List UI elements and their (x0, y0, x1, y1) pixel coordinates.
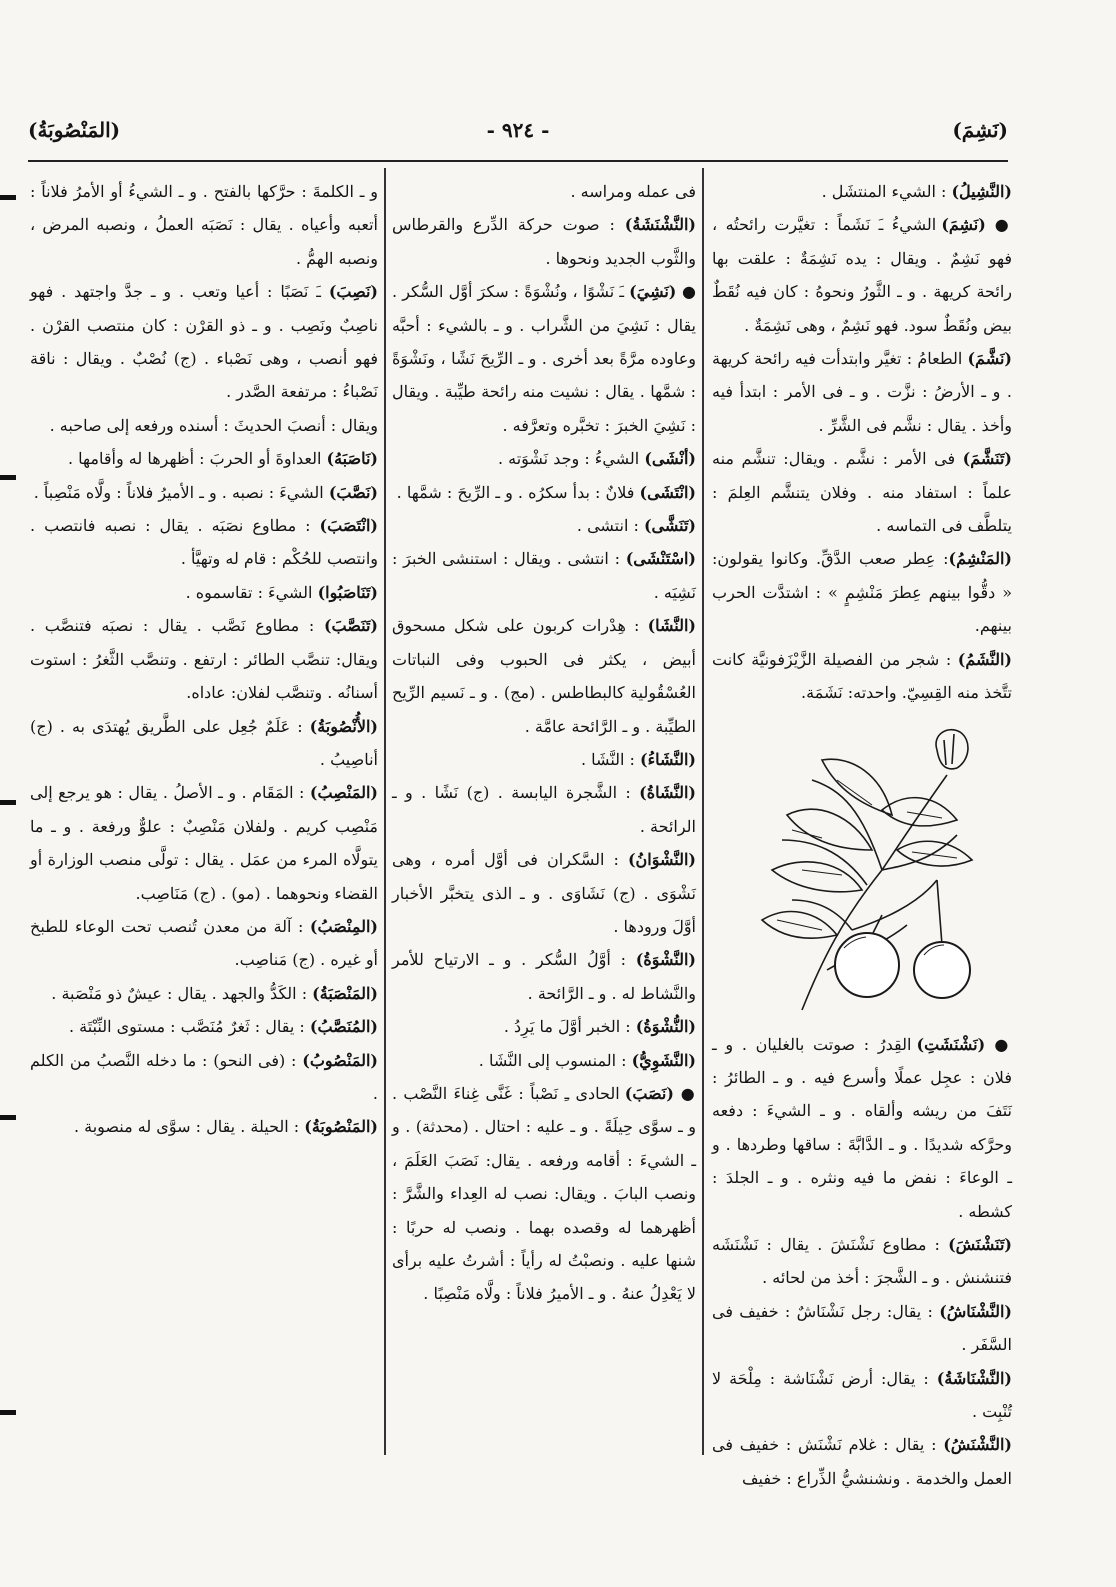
definition: : عَلَمٌ جُعِل على الطَّريق يُهتدَى به . (ج) أناصِيبُ . (30, 716, 378, 769)
definition: : المَقَام . و ـ الأصلُ . يقال : هو يرجع إلى مَنْصِب كريم . ولفلان مَنْصِبٌ : علوٌّ ورفعة . و ـ ما يتولَّاه المرء من عمَل . يقال : تولَّى منصب الوزارة أو القضاء ونحوهما . (مو) . (ج) مَنَاصِب. (30, 783, 378, 903)
headword: (النَّشْنَشُ) (943, 1435, 1012, 1455)
headword: (النَّشْنَشَةُ) (624, 215, 696, 235)
entry (30, 442, 378, 475)
edge-mark (0, 195, 16, 200)
entry (30, 476, 378, 509)
entry (30, 1010, 378, 1043)
column-right (712, 175, 1012, 1488)
entry (30, 1110, 378, 1143)
definition: : يقال: رجل نَشْنَاشٌ : خفيف فى السَّفَر . (712, 1301, 1012, 1355)
headword: (المَنْصِبُ) (309, 783, 378, 803)
headword: (تَنَاصَبُوا) (317, 582, 378, 602)
definition: : مطاوع نَشْنَشَ . يقال : نَشْنَشَه فتنشنش . و ـ الشَّجرَ : أخذ من لحائه . (712, 1234, 1012, 1288)
definition: : المنسوب إلى النَّشَا . (478, 1050, 632, 1070)
headword: (نَصَّبَ) (328, 482, 378, 502)
headword: (النَّشْنَاشُ) (939, 1301, 1012, 1321)
definition: : الشَّجرة اليابسة . (ج) نَشًا . و ـ الرائحة . (392, 783, 696, 836)
definition: ويقال : أنصبَ الحديثَ : أسنده ورفعه إلى صاحبه . (49, 415, 378, 435)
headword: (تَنَشْنَشَ) (948, 1234, 1012, 1254)
definition: الشيءَ : تقاسموه . (185, 582, 318, 602)
headword: (المَنْصَبَةُ) (312, 983, 378, 1003)
definition: ـَ نَشْوًا ، ونُشْوَةً : سكرَ أوَّل السُّكر . يقال : نَشِيَ من الشَّراب . و ـ بالشيء : أحبَّه وعاوده مرَّةً بعد أخرى . و ـ الرِّيحَ نَشًا ، ونَشْوَةً : شمَّها . يقال : نشيت منه رائحة طيِّبة . ويقال : نَشِيَ الخبرَ : تخبَّره وتعرَّفه . (392, 282, 696, 435)
headword: ● (نَشِمَ) (941, 215, 1012, 235)
page-number: - ٩٢٤ - (486, 118, 550, 142)
headword: (الأُنْصُوبَةُ) (309, 716, 378, 736)
definition: : عِطر صعب الدَّقِّ. وكانوا يقولون: « دقُّوا بينهم عِطرَ مَنْشِمٍ » : اشتدَّت الحرب بينهم. (712, 549, 1012, 636)
headword: (انْتَصَبَ) (319, 516, 378, 536)
definition: : السَّكران فى أوَّل أمره ، وهى نَشْوَى . (ج) نَشَاوَى . و ـ الذى يتخبَّر الأخبار أوَّلَ ورودها . (392, 850, 696, 936)
entry (712, 1028, 1012, 1228)
headword: (المَنْصُوبُ) (302, 1050, 378, 1070)
headword: ● (نَشِيَ) (629, 282, 697, 302)
headword: (النَّشْنَاشَةُ) (936, 1368, 1012, 1388)
headword: (تَنَشَّى) (643, 516, 696, 536)
headword: (النَّشَمُ) (957, 649, 1012, 669)
headword: (النَّشَاةُ) (639, 783, 696, 803)
header-rule (28, 160, 1008, 162)
entry (30, 175, 378, 275)
definition: فى عمله ومراسه . (570, 182, 696, 201)
entry (712, 342, 1012, 442)
entry (30, 977, 378, 1010)
definition: : مطاوع نصَبَه . يقال : نصبه فانتصب . وانتصب للحُكْم : قام له وتهيَّأ . (30, 516, 378, 569)
entry (30, 910, 378, 977)
headword: (تَنَشَّمَ) (962, 449, 1012, 469)
headword: (المَنْصُوبَةُ) (304, 1117, 378, 1137)
definition: و ـ الكلمةَ : حرَّكها بالفتح . و ـ الشيءُ أو الأمرُ فلاناً : أتعبه وأعياه . يقال : نَصَبَه العملُ ، ونصبه المرض ، ونصبه الهمُّ . (30, 182, 378, 268)
entry (712, 1295, 1012, 1362)
entry (392, 609, 696, 743)
entry (30, 710, 378, 777)
entry (392, 509, 696, 542)
entry (392, 1010, 696, 1043)
edge-mark (0, 1115, 16, 1120)
page-header (28, 118, 1008, 154)
headword: (النَّشْوَانُ) (627, 850, 696, 870)
entry (30, 576, 378, 609)
entry (392, 476, 696, 509)
definition: : يقال : ثَغرٌ مُنَصَّب : مستوى النِّبْتَة . (68, 1017, 310, 1037)
definition: الشيءُ ـَ نَشَماً : تغيَّرت رائحتُه ، فهو نَشِمٌ . ويقال : يده نَشِمَةٌ : علقت بها رائحة كريهة . و ـ الثَّورُ ونحوهُ : كان فيه نُقَطٌ بيض ونُقَطٌ سود. فهو نَشِمٌ ، وهى نَشِمَةٌ . (712, 215, 1012, 335)
entry (392, 1044, 696, 1077)
entry (392, 275, 696, 442)
headword: (النَّشِيلُ) (951, 182, 1012, 201)
definition: : يقال: أرض نَشْنَاشة : مِلْحَة لا تُنْبِت . (712, 1368, 1012, 1421)
headword: (النَّشَاءُ) (640, 749, 696, 769)
definition: ـَ نَصَبًا : أعيا وتعب . و ـ جدَّ واجتهد . فهو ناصِبٌ ونَصِب . و ـ ذو القرْن : كان منتصب القرْن . فهو أنصب ، وهى نَصْباء . (ج) نُصْبٌ . ويقال : ناقة نَصْباءُ : مرتفعة الصَّدر . (30, 282, 378, 402)
definition: الشيءَ : نصبه . و ـ الأميرُ فلاناً : ولَّاه مَنْصِباً . (33, 482, 329, 502)
entry (712, 1428, 1012, 1495)
definition: : النَّشَا . (581, 749, 641, 769)
entry (392, 542, 696, 609)
headword: (أنْشَى) (644, 449, 696, 469)
definition: : هِدْرات كربون على شكل مسحوق أبيض ، يكثر فى الحبوب وفى النباتات العُسْقُولية كالبطاطس . (مج) . و ـ نَسيم الرِّيح الطيِّبة . و ـ الرَّائحة عامَّة . (392, 616, 696, 736)
definition: : يقال : غلام نَشْنَش : خفيف فى العمل والخدمة . ونشنشيُّ الذِّراع : خفيف (712, 1435, 1012, 1488)
definition: : أوَّلُ السُّكر . و ـ الارتياح للأمر والنَّشاط له . و ـ الرَّائحة . (392, 950, 696, 1003)
headword: (النَّشَوِيُّ) (631, 1050, 696, 1070)
definition: : صوت حركة الدِّرع والقرطاس والثَّوب الجديد ونحوها . (392, 215, 696, 268)
entry (712, 175, 1012, 208)
edge-mark (0, 1410, 16, 1415)
headword: (تَنَصَّبَ) (323, 616, 378, 636)
definition: العداوةَ أو الحربَ : أظهرها له وأقامها . (68, 449, 327, 469)
definition: : الشيء المنتشَل . (821, 182, 952, 201)
plant-illustration (732, 720, 992, 1020)
left-guide-word: (المَنْصُوبَةُ) (28, 118, 121, 142)
headword: (المِنْصَبُ) (309, 916, 378, 936)
entry (712, 442, 1012, 542)
entry (30, 409, 378, 442)
headword: ● (نَصَبَ) (624, 1083, 696, 1103)
definition: فى الأمر : نشَّم . ويقال: تنشَّم منه علماً : استفاد منه . وفلان يتنشَّم العِلمَ : يتلطَّف فى التماسه . (712, 449, 1012, 536)
definition: الحادى ـِ نَصْباً : غَنَّى غِناءَ النَّصْب . و ـ سوَّى حِيلَةً . و ـ عليه : احتال . (محدثة) . و ـ الشيءَ : أقامه ورفعه . يقال: نَصَبَ العَلَمَ ، ونصب البابَ . ويقال: نصب له العِداء والشَّرَّ : أظهرهما له وقصده بهما . ونصب له حربًا : شنها عليه . ونصبْتُ له رأياً : أشرتُ عليه برأى لا يَعْدِلُ عنهُ . و ـ الأميرُ فلاناً : ولَّاه مَنْصِبًا . (392, 1083, 696, 1304)
edge-mark (0, 475, 16, 480)
column-divider-left (384, 168, 386, 1455)
entry (392, 943, 696, 1010)
entry (712, 1228, 1012, 1295)
headword: (النَّشَا) (647, 616, 696, 636)
headword: (نَاصَبَهُ) (326, 449, 378, 469)
entry (30, 509, 378, 576)
entry (30, 1044, 378, 1111)
right-guide-word: (نَشِمَ) (952, 118, 1008, 142)
edge-mark (0, 800, 16, 805)
entry (712, 1362, 1012, 1429)
definition: : انتشى . ويقال : استنشى الخبرَ : نَشِيَه . (392, 549, 696, 602)
entry (30, 275, 378, 409)
definition: : شجر من الفصيلة الزَّيْزَفونيَّة كانت تتَّخذ منه القِسِيّ. واحدته: نَشَمَة. (712, 649, 1012, 703)
entry (712, 542, 1012, 642)
column-left (30, 175, 378, 1445)
definition: : الكَدُّ والجهد . يقال : عيشٌ ذو مَنْصَبة . (51, 983, 313, 1003)
column-middle (392, 175, 696, 1445)
definition: الطعامُ : تغيَّر وابتدأت فيه رائحة كريهة . و ـ الأرضُ : نزَّت . و ـ فى الأمر : ابتدأ فيه وأخذ . يقال : نشَّم فى الشَّرِّ . (712, 349, 1012, 435)
headword: (النُّشْوَةُ) (635, 1017, 696, 1037)
definition: : (فى النحو) : ما دخله النَّصبُ من الكلم . (30, 1050, 378, 1103)
definition: القِدرُ : صوتت بالغليان . و ـ فلان : عجِل عملًا وأسرع فيه . و ـ الطائرُ : نَتَفَ من ريشه وألقاه . و ـ الشيءَ : دفعه وحرَّكه شديدًا . و ـ الدَّابَّةَ : ساقها وطردها . و ـ الوعاءَ : نفض ما فيه ونثره . و ـ الجلدَ : كشطه . (712, 1034, 1012, 1221)
headword: (نَشَّمَ) (967, 349, 1012, 369)
definition: : الحيلة . يقال : سوَّى له منصوبة . (73, 1117, 305, 1137)
definition: : مطاوع نَصَّب . يقال : نصبَه فتنصَّب . ويقال: تنصَّب الطائر : ارتفع . وتنصَّب الثَّغرُ : استوت أسنانُه . وتنصَّب لفلان: عاداه. (30, 616, 378, 703)
entry (392, 843, 696, 943)
entry (392, 776, 696, 843)
entry (30, 609, 378, 709)
headword: (اسْتَنْشَى) (625, 549, 696, 569)
headword: (انْتَشَى) (639, 482, 696, 502)
definition: : آلة من معدن تُنصب تحت الوعاء للطبخ أو غيره . (ج) مَناصِب. (30, 916, 378, 970)
headword: (المُنَصَّبُ) (309, 1017, 378, 1037)
column-divider-right (702, 168, 704, 1455)
entry (392, 208, 696, 275)
entry (392, 743, 696, 776)
definition: : الخبر أوَّلَ ما يَرِدُ . (503, 1017, 636, 1037)
headword: (نَصِبَ) (328, 282, 378, 302)
definition: الشيءُ : وجد نَشْوَته . (497, 449, 645, 469)
definition: : انتشى . (576, 516, 644, 536)
definition: فلانٌ : بدأ سكرُه . و ـ الرِّيحَ : شمَّها . (396, 482, 640, 502)
headword: (النَّشْوَةُ) (635, 950, 696, 970)
headword: ● (نَشْنَشَتِ) (916, 1034, 1012, 1054)
entry (392, 175, 696, 208)
entry (392, 442, 696, 475)
entry (712, 208, 1012, 342)
entry (392, 1077, 696, 1311)
entry (712, 643, 1012, 710)
headword: (المَنْشِمُ) (948, 549, 1012, 569)
entry (30, 776, 378, 910)
